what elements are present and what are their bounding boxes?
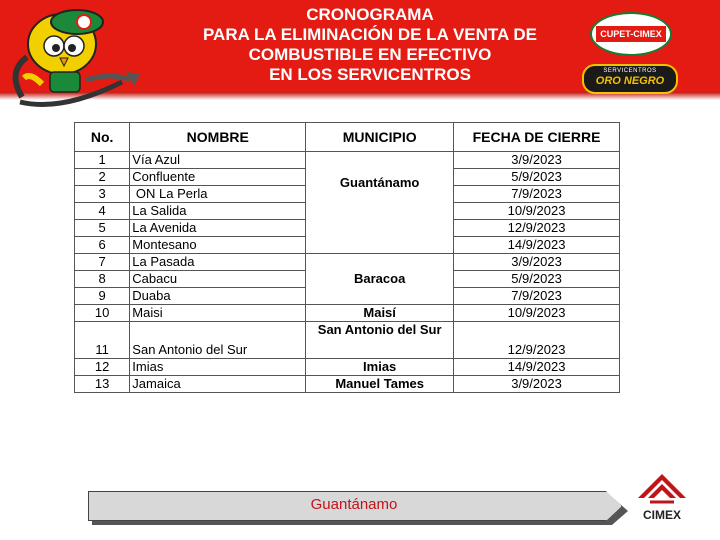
title-line-1: CRONOGRAMA — [306, 5, 434, 24]
row-number: 8 — [75, 271, 130, 288]
station-name: Jamaica — [130, 376, 306, 393]
station-name: Imias — [130, 359, 306, 376]
station-name: Montesano — [130, 237, 306, 254]
table-row — [75, 359, 620, 376]
station-name: Confluente — [130, 169, 306, 186]
row-number: 3 — [75, 186, 130, 203]
closing-date: 3/9/2023 — [454, 376, 620, 393]
col-header-nombre: NOMBRE — [130, 123, 306, 152]
row-number: 6 — [75, 237, 130, 254]
station-name: Cabacu — [130, 271, 306, 288]
municipio-cell: Maisí — [306, 305, 454, 322]
station-name: Duaba — [130, 288, 306, 305]
closing-date: 12/9/2023 — [454, 322, 620, 359]
table-row — [75, 322, 620, 359]
cupet-cimex-logo — [590, 12, 672, 56]
station-name: Vía Azul — [130, 152, 306, 169]
oro-negro-small-text: SERVICENTROS — [603, 68, 657, 74]
row-number: 13 — [75, 376, 130, 393]
closing-date: 14/9/2023 — [454, 359, 620, 376]
table-row — [75, 376, 620, 393]
station-name: Maisi — [130, 305, 306, 322]
table-row — [75, 152, 620, 169]
municipio-cell: San Antonio del Sur — [306, 322, 454, 359]
station-name: La Avenida — [130, 220, 306, 237]
row-number: 9 — [75, 288, 130, 305]
municipio-cell: Imias — [306, 359, 454, 376]
closing-date: 7/9/2023 — [454, 186, 620, 203]
closing-date: 14/9/2023 — [454, 237, 620, 254]
table-header-row — [75, 123, 620, 152]
table-row — [75, 305, 620, 322]
closing-date: 5/9/2023 — [454, 271, 620, 288]
oro-negro-big-text: ORO NEGRO — [595, 75, 665, 87]
col-header-no: No. — [75, 123, 130, 152]
row-number: 1 — [75, 152, 130, 169]
title-line-2: PARA LA ELIMINACIÓN DE LA VENTA DE — [202, 25, 537, 44]
footer-province: Guantánamo — [310, 496, 398, 513]
row-number: 7 — [75, 254, 130, 271]
closing-date: 10/9/2023 — [454, 305, 620, 322]
row-number: 11 — [75, 322, 130, 359]
row-number: 5 — [75, 220, 130, 237]
municipio-cell: Guantánamo — [306, 152, 454, 254]
title-line-3: COMBUSTIBLE EN EFECTIVO — [248, 45, 492, 64]
row-number: 10 — [75, 305, 130, 322]
page-title — [150, 5, 590, 85]
station-name: La Pasada — [130, 254, 306, 271]
station-name: La Salida — [130, 203, 306, 220]
municipio-cell: Baracoa — [306, 254, 454, 305]
oro-negro-logo — [582, 64, 678, 94]
station-name: San Antonio del Sur — [130, 322, 306, 359]
cimex-logo-icon — [636, 472, 688, 506]
row-number: 4 — [75, 203, 130, 220]
closing-date: 5/9/2023 — [454, 169, 620, 186]
closing-date: 3/9/2023 — [454, 152, 620, 169]
closing-date: 3/9/2023 — [454, 254, 620, 271]
station-name: ON La Perla — [130, 186, 306, 203]
title-line-4: EN LOS SERVICENTROS — [269, 65, 471, 84]
cimex-brand-text: CIMEX — [642, 508, 681, 522]
row-number: 12 — [75, 359, 130, 376]
table-row — [75, 254, 620, 271]
closing-date: 12/9/2023 — [454, 220, 620, 237]
closing-schedule-table — [74, 122, 620, 393]
col-header-fecha: FECHA DE CIERRE — [454, 123, 620, 152]
mascot-illustration — [2, 2, 152, 112]
cupet-cimex-logo-text: CUPET-CIMEX — [596, 26, 666, 42]
col-header-municipio: MUNICIPIO — [306, 123, 454, 152]
row-number: 2 — [75, 169, 130, 186]
closing-date: 10/9/2023 — [454, 203, 620, 220]
closing-date: 7/9/2023 — [454, 288, 620, 305]
municipio-cell: Manuel Tames — [306, 376, 454, 393]
